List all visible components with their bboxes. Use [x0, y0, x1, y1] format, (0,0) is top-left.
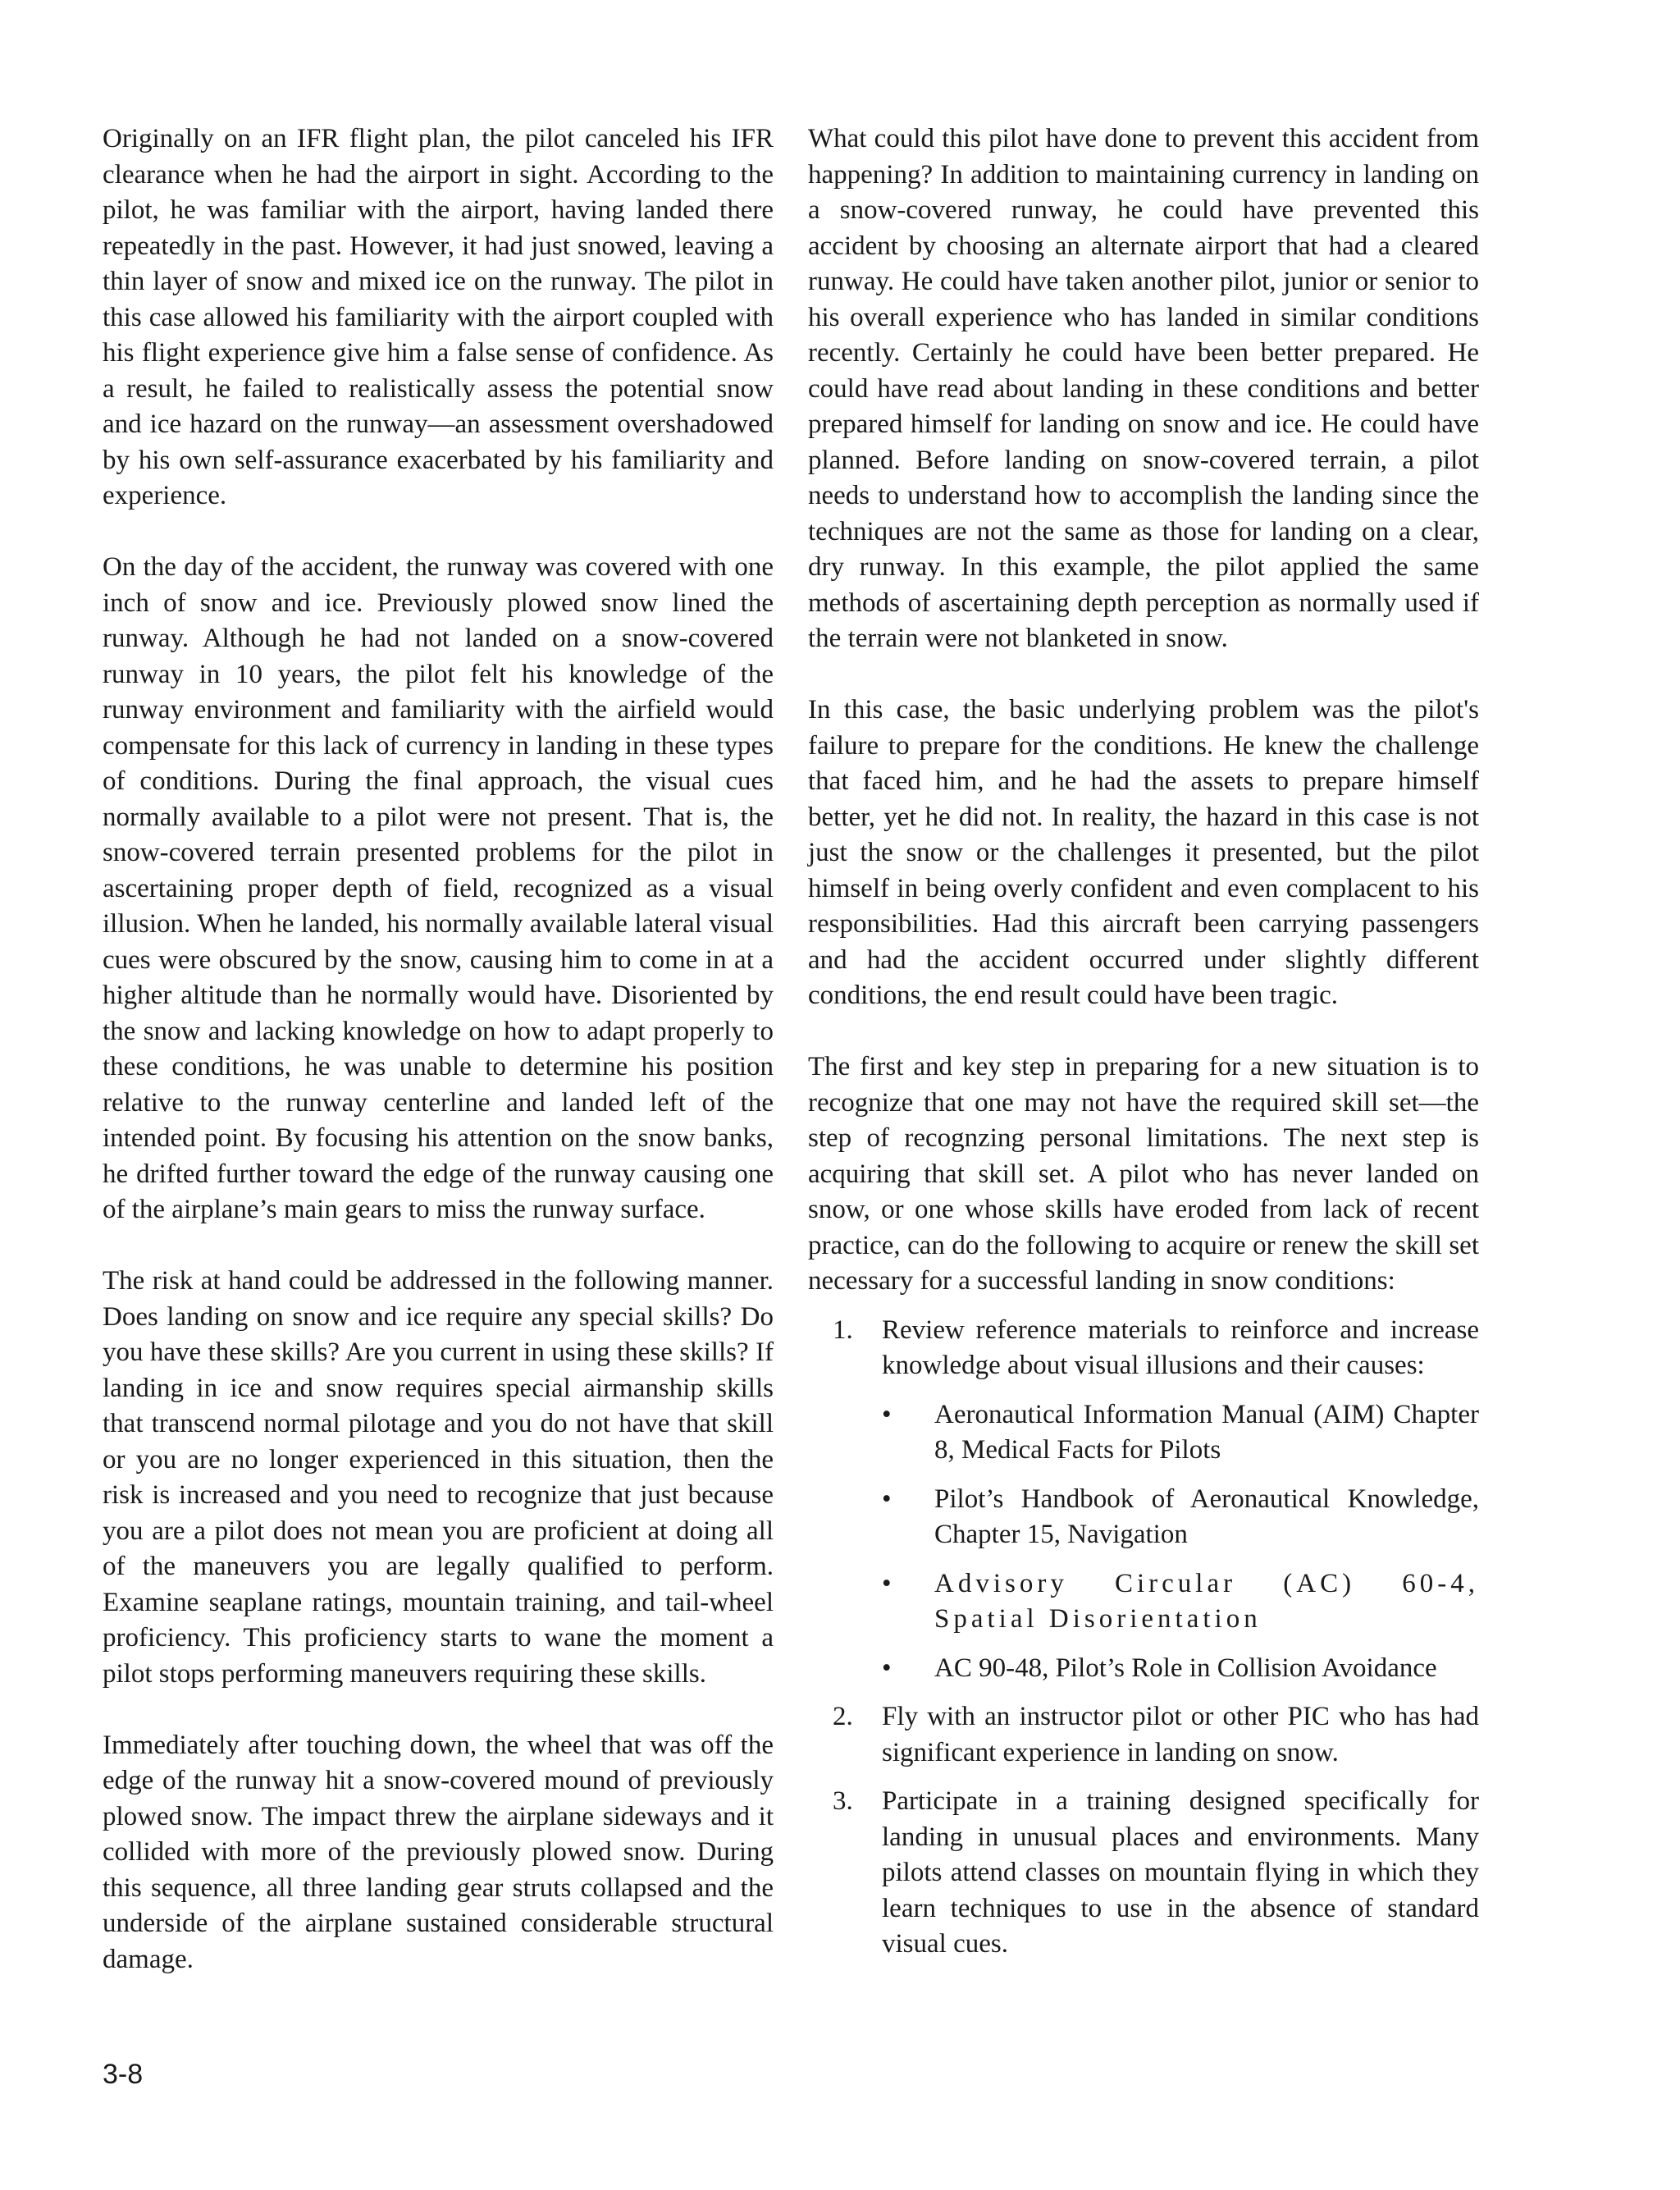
- reference-bullet-list: [882, 1397, 1479, 1687]
- step-text: Fly with an instructor pilot or other PIC who has had significant experience in landing on snow.: [882, 1702, 1479, 1767]
- bullet-text: AC 90-48, Pilot’s Role in Collision Avoidance: [934, 1653, 1437, 1683]
- left-column: [103, 121, 774, 2014]
- paragraph: The risk at hand could be addressed in the following manner. Does landing on snow and ice require any special skills? Do you have these skills? Are you current in using these skills? If landing in ice and snow requires special airmanship skills that transcend normal pilotage and you do not have that skill or you are no longer experienced in this situation, then the risk is increased and you need to recognize that just because you are a pilot does not mean you are proficient at doing all of the maneuvers you are legally qualified to perform. Examine seaplane ratings, mountain training, and tail-wheel proficiency. This proficiency starts to wane the moment a pilot stops performing maneuvers requiring these skills.: [103, 1266, 774, 1689]
- step-text: Participate in a training designed specifically for landing in unusual places and environments. Many pilots attend classes on mountain flying in which they learn techniques to use in the absence of standard visual cues.: [882, 1786, 1479, 1959]
- paragraph: The first and key step in preparing for a new situation is to recognize that one may not have the required skill set—the step of recognzing personal limitations. The next step is acquiring that skill set. A pilot who has never landed on snow, or one whose skills have eroded from lack of recent practice, can do the following to acquire or renew the skill set necessary for a successful landing in snow conditions:: [808, 1052, 1479, 1296]
- step-number: 1.: [833, 1314, 853, 1345]
- bullet-text: Aeronautical Information Manual (AIM) Chapter 8, Medical Facts for Pilots: [934, 1399, 1479, 1465]
- bullet-text: Pilot’s Handbook of Aeronautical Knowledge, Chapter 15, Navigation: [934, 1484, 1479, 1549]
- bullet-icon: •: [882, 1568, 892, 1598]
- bullet-icon: •: [882, 1484, 892, 1514]
- paragraph: On the day of the accident, the runway was covered with one inch of snow and ice. Previously plowed snow lined the runway. Although he had not landed on a snow-covered runway in 10 years, the pilot felt his knowledge of the runway environment and familiarity with the airfield would compensate for this lack of currency in landing in these types of conditions. During the final approach, the visual cues normally available to a pilot were not present. That is, the snow-covered terrain presented problems for the pilot in ascertaining proper depth of field, recognized as a visual illusion. When he landed, his normally available lateral visual cues were obscured by the snow, causing him to come in at a higher altitude than he normally would have. Disoriented by the snow and lacking knowledge on how to adapt properly to these conditions, he was unable to determine his position relative to the runway centerline and landed left of the intended point. By focusing his attention on the snow banks, he drifted further toward the edge of the runway causing one of the airplane’s main gears to miss the runway surface.: [103, 552, 774, 1224]
- paragraph: Originally on an IFR flight plan, the pilot canceled his IFR clearance when he had the airport in sight. According to the pilot, he was familiar with the airport, having landed there repeatedly in the past. However, it had just snowed, leaving a thin layer of snow and mixed ice on the runway. The pilot in this case allowed his familiarity with the airport coupled with his flight experience give him a false sense of confidence. As a result, he failed to realistically assess the potential snow and ice hazard on the runway—an assessment overshadowed by his own self-assurance exacerbated by his familiarity and experience.: [103, 124, 774, 510]
- page-number: 3-8: [103, 2059, 144, 2090]
- list-item: [808, 1699, 1479, 1771]
- bullet-item: [882, 1566, 1479, 1638]
- bullet-item: [882, 1651, 1479, 1687]
- paragraph: Immediately after touching down, the wheel that was off the edge of the runway hit a snow-covered mound of previously plowed snow. The impact threw the airplane sideways and it collided with more of the previously plowed snow. During this sequence, all three landing gear struts collapsed and the underside of the airplane sustained considerable structural damage.: [103, 1730, 774, 1974]
- step-number: 3.: [833, 1786, 853, 1816]
- step-number: 2.: [833, 1702, 853, 1731]
- step-text: Review reference materials to reinforce and increase knowledge about visual illusions and their causes:: [882, 1314, 1479, 1380]
- bullet-text: Advisory Circular (AC) 60-4, Spatial Disorientation: [934, 1568, 1479, 1634]
- bullet-icon: •: [882, 1653, 892, 1683]
- list-item: [808, 1784, 1479, 1963]
- list-item: [808, 1313, 1479, 1687]
- bullet-item: [882, 1397, 1479, 1469]
- numbered-steps-list: [808, 1313, 1479, 1963]
- paragraph: What could this pilot have done to prevent this accident from happening? In addition to maintaining currency in landing on a snow-covered runway, he could have prevented this accident by choosing an alternate airport that had a cleared runway. He could have taken another pilot, junior or senior to his overall experience who has landed in similar conditions recently. Certainly he could have been better prepared. He could have read about landing in these conditions and better prepared himself for landing on snow and ice. He could have planned. Before landing on snow-covered terrain, a pilot needs to understand how to accomplish the landing since the techniques are not the same as those for landing on a clear, dry runway. In this example, the pilot applied the same methods of ascertaining depth perception as normally used if the terrain were not blanketed in snow.: [808, 124, 1479, 653]
- paragraph: In this case, the basic underlying problem was the pilot's failure to prepare for the conditions. He knew the challenge that faced him, and he had the assets to prepare himself better, yet he did not. In reality, the hazard in this case is not just the snow or the challenges it presented, but the pilot himself in being overly confident and even complacent to his responsibilities. Had this aircraft been carrying passengers and had the accident occurred under slightly different conditions, the end result could have been tragic.: [808, 695, 1479, 1010]
- bullet-item: [882, 1482, 1479, 1553]
- right-column: [808, 121, 1479, 1976]
- bullet-icon: •: [882, 1399, 892, 1429]
